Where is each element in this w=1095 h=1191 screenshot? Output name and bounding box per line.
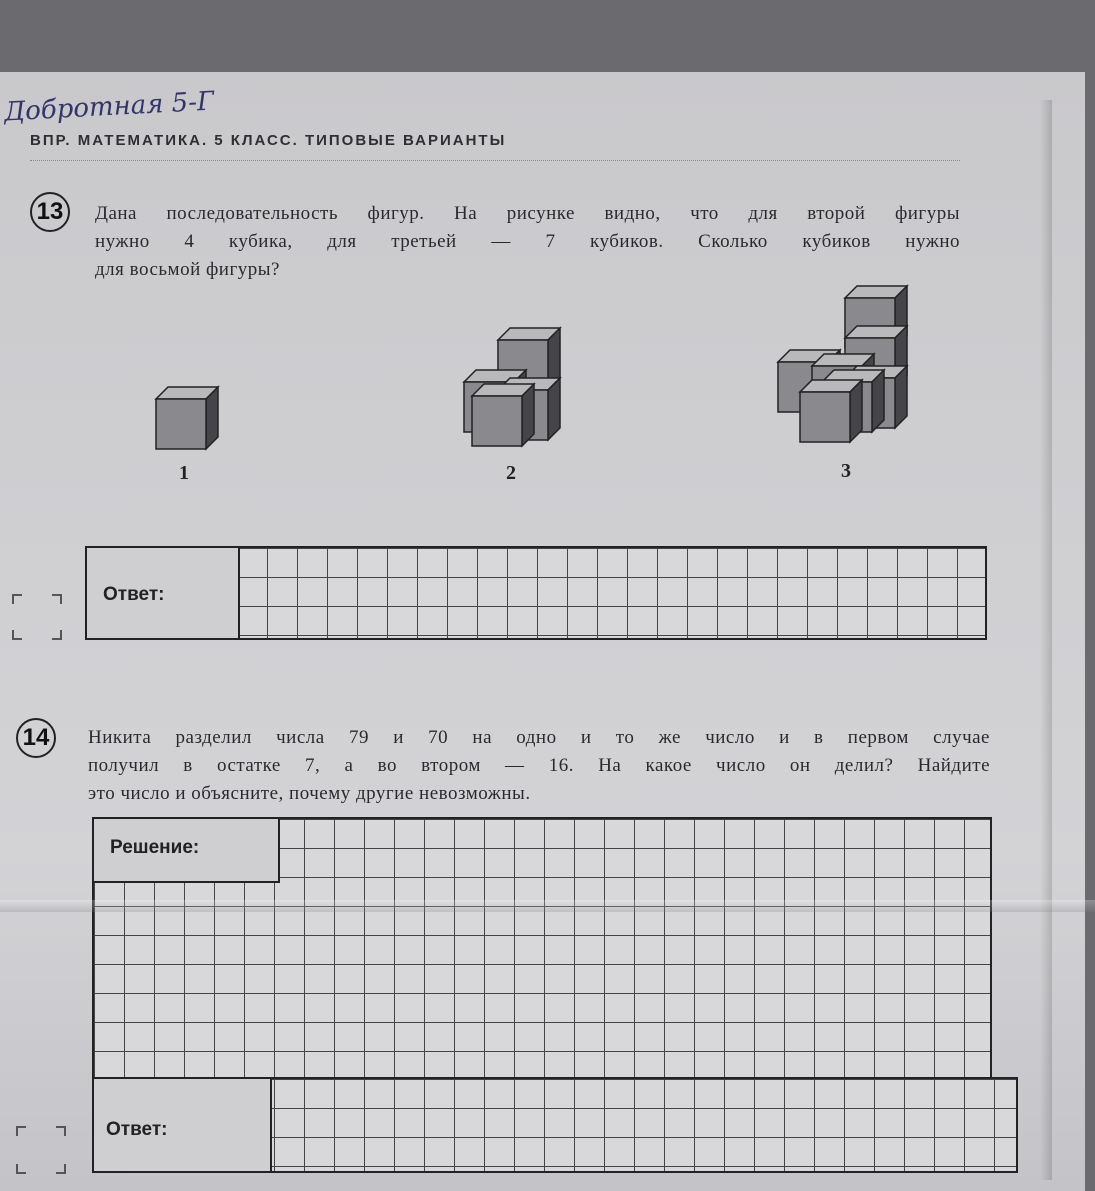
task-13-line-1: Дана последовательность фигур. На рисунке видно, что для второй фигуры	[95, 203, 960, 224]
figure-3-label: 3	[841, 460, 851, 482]
task-14-solution-grid[interactable]	[92, 817, 992, 1079]
task-13-line-3: для восьмой фигуры?	[95, 259, 280, 280]
figure-1-label: 1	[179, 462, 189, 484]
task-14-answer-grid[interactable]	[92, 1077, 1018, 1173]
paper-fold	[0, 900, 1095, 912]
scan-mark	[52, 594, 62, 604]
task-14-answer-label: Ответ:	[94, 1079, 272, 1171]
handwritten-note: Добротная 5-Г	[3, 86, 215, 128]
task-13-line-2: нужно 4 кубика, для третьей — 7 кубиков. Сколько кубиков нужно	[95, 231, 960, 252]
task-14-number: 14	[16, 718, 56, 758]
scan-mark	[16, 1164, 26, 1174]
scan-mark	[56, 1126, 66, 1136]
task-14-solution-label: Решение:	[94, 819, 280, 883]
task-14-text	[88, 724, 990, 808]
task-13-number: 13	[30, 192, 70, 232]
scan-mark	[12, 594, 22, 604]
scan-mark	[56, 1164, 66, 1174]
figure-3	[778, 286, 907, 442]
task-13-answer-grid[interactable]	[85, 546, 987, 640]
figure-2	[464, 328, 560, 446]
task-13-text	[95, 200, 960, 284]
page-edge-shadow	[1040, 100, 1052, 1180]
task-14-line-1: Никита разделил числа 79 и 70 на одно и то же число и в первом случае	[88, 727, 990, 748]
header-divider	[30, 160, 960, 161]
page-header: ВПР. МАТЕМАТИКА. 5 КЛАСС. ТИПОВЫЕ ВАРИАНТЫ	[30, 132, 507, 149]
figure-2-label: 2	[506, 462, 516, 484]
task-14-line-2: получил в остатке 7, а во втором — 16. На какое число он делил? Найдите	[88, 755, 990, 776]
task-14-line-3: это число и объясните, почему другие невозможны.	[88, 783, 531, 804]
figure-1-cube	[156, 387, 218, 449]
scan-mark	[16, 1126, 26, 1136]
scan-mark	[12, 630, 22, 640]
scan-mark	[52, 630, 62, 640]
cube-figures	[0, 280, 1000, 460]
task-13-answer-label: Ответ:	[87, 548, 240, 638]
